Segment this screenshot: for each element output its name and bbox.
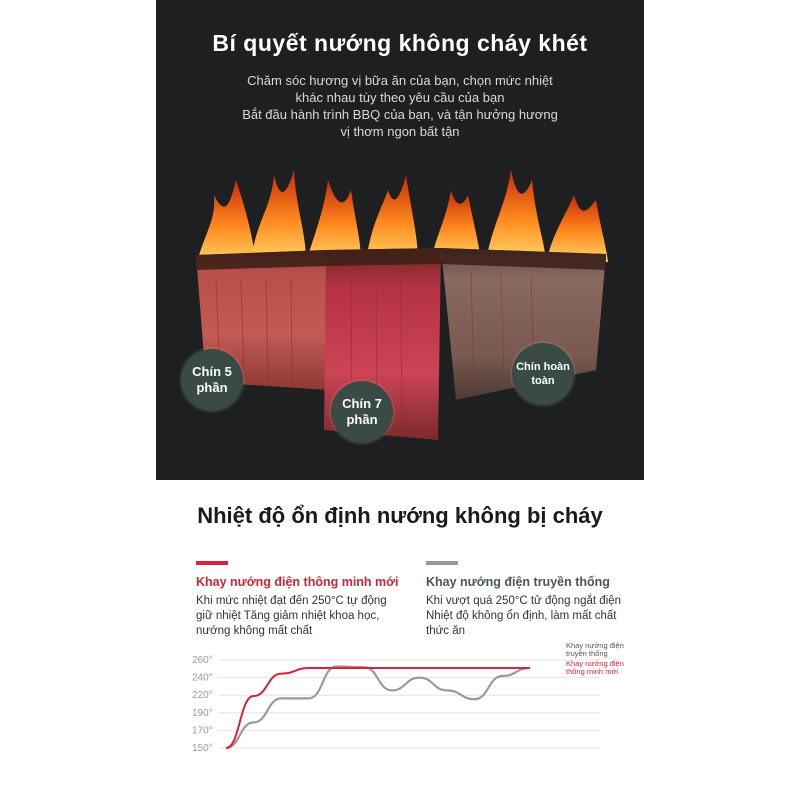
badge-label: phần xyxy=(196,380,228,395)
legend-desc-traditional xyxy=(426,594,641,639)
legend-desc-line: thức ăn xyxy=(426,625,466,637)
doneness-badge-medium xyxy=(331,381,393,443)
series-end-label: truyền thống xyxy=(566,649,608,658)
banner-title: Bí quyết nướng không cháy khét xyxy=(212,30,588,56)
y-tick-label: 220° xyxy=(192,690,213,702)
badge-label: Chín 5 xyxy=(192,364,232,379)
legend-desc-line: Khi vượt quá 250°C tử động ngắt điện xyxy=(426,595,622,607)
badge-label: Chín hoàn xyxy=(516,361,570,373)
legend-desc-line: nướng không mất chất xyxy=(196,625,313,637)
badge-label: toàn xyxy=(531,375,555,387)
legend-desc-line: giữ nhiệt Tăng giảm nhiệt khoa học, xyxy=(196,610,380,622)
y-tick-label: 240° xyxy=(192,672,213,684)
legend-desc-line: Khi mức nhiệt đạt đến 250°C tự động xyxy=(196,595,387,607)
series-end-label: Khay nướng điện xyxy=(566,659,624,668)
y-tick-label: 260° xyxy=(192,655,213,666)
y-tick-label: 150° xyxy=(192,743,213,754)
banner-subtitle-line: Bắt đầu hành trình BBQ của bạn, và tận hưởng hương xyxy=(242,107,558,122)
legend-swatch-traditional xyxy=(426,561,458,565)
banner-subtitle-line: khác nhau tùy theo yêu cầu của bạn xyxy=(295,90,505,105)
legend-name-traditional: Khay nướng điện truyền thống xyxy=(426,575,610,589)
temperature-line-chart xyxy=(190,640,630,800)
legend-desc-line: Nhiệt độ không ổn định, làm mất chất xyxy=(426,610,617,622)
y-tick-label: 190° xyxy=(192,707,213,719)
badge-label: phần xyxy=(346,412,378,427)
section-title: Nhiệt độ ổn định nướng không bị cháy xyxy=(197,503,603,528)
steak-banner xyxy=(156,0,644,480)
doneness-badge-well-done xyxy=(512,343,574,405)
series-end-label: thông minh mới xyxy=(566,667,619,676)
legend-name-smart: Khay nướng điện thông minh mới xyxy=(196,575,399,589)
legend-swatch-smart xyxy=(196,561,228,565)
doneness-badge-medium-rare xyxy=(181,349,243,411)
y-tick-label: 170° xyxy=(192,725,213,737)
badge-label: Chín 7 xyxy=(342,396,382,411)
banner-subtitle-line: vị thơm ngon bất tận xyxy=(340,124,460,139)
banner-subtitle-line: Chăm sóc hương vị bữa ăn của bạn, chọn mức nhiệt xyxy=(247,73,553,88)
legend-desc-smart xyxy=(196,594,411,639)
series-end-label: Khay nướng điện xyxy=(566,641,624,650)
